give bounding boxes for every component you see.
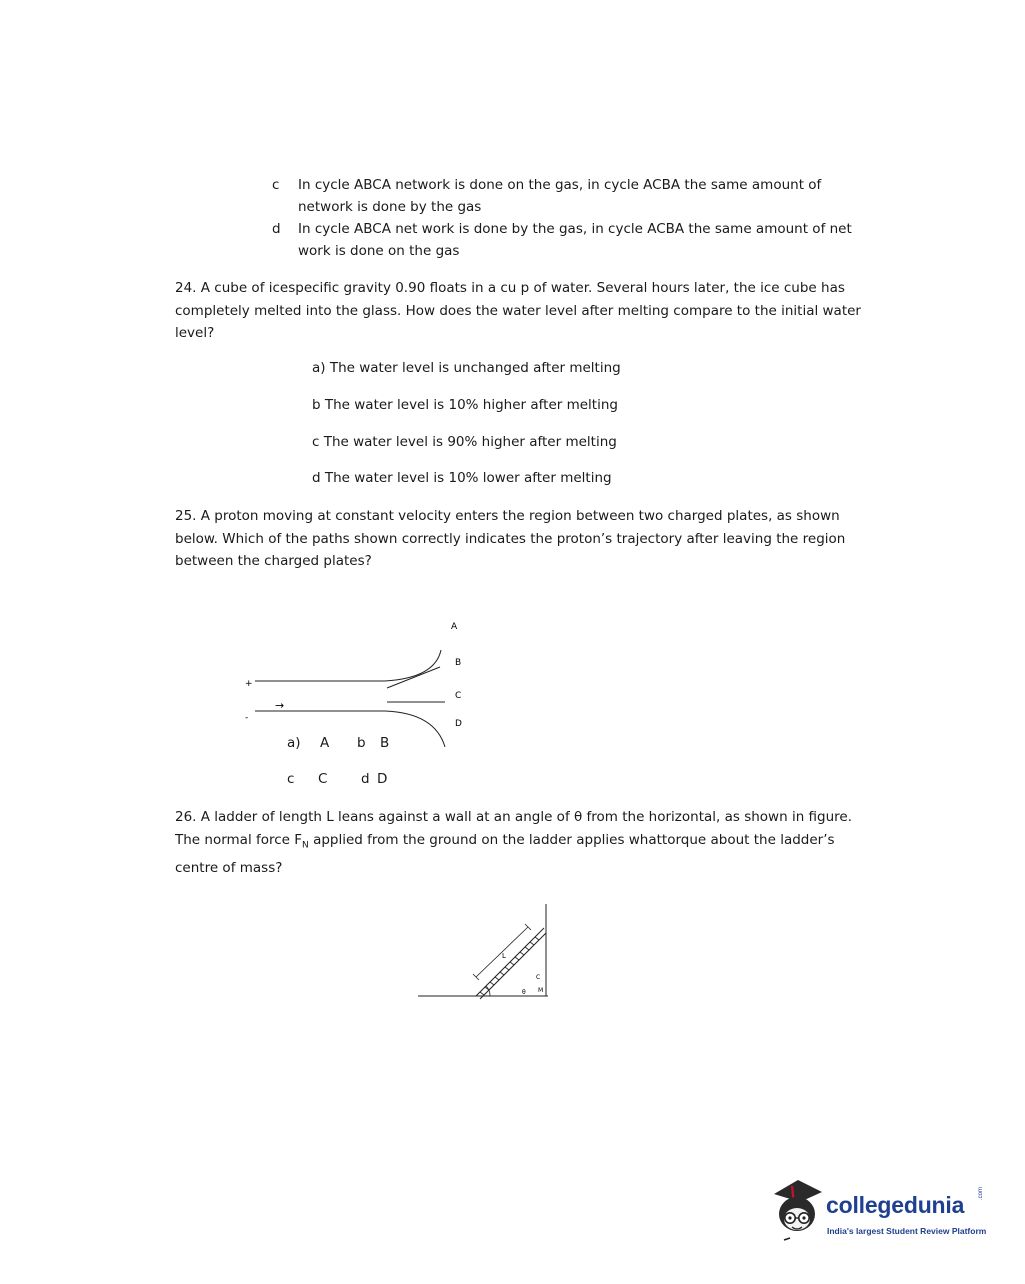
ladder-figure bbox=[418, 900, 558, 1000]
path-label-B: B bbox=[455, 658, 462, 668]
q23-option-text: In cycle ABCA network is done on the gas, in cycle ACBA the same amount of network is done by the gas bbox=[298, 177, 822, 215]
ladder-rail-2 bbox=[480, 933, 546, 999]
brand-logo[interactable] bbox=[768, 1176, 998, 1248]
plus-label: + bbox=[245, 679, 253, 689]
q23-option-d bbox=[272, 218, 872, 262]
q26-subscript: N bbox=[302, 840, 309, 851]
q25-answer-d-value: D bbox=[377, 771, 388, 787]
path-B bbox=[387, 667, 440, 688]
q25-answer-b-label: b bbox=[357, 735, 366, 751]
path-label-D: D bbox=[455, 719, 462, 729]
q24-option-b: b The water level is 10% higher after melting bbox=[312, 397, 618, 413]
q23-option-label: d bbox=[272, 221, 281, 237]
q25-answer-c-label: c bbox=[287, 771, 295, 787]
q26-text-part1: 26. A ladder of length L leans against a wall at an angle of θ from the horizontal, as shown in figure. The normal force F bbox=[175, 809, 853, 848]
path-A bbox=[385, 650, 441, 681]
q24-option-a: a) The water level is unchanged after melting bbox=[312, 360, 621, 376]
brand-tagline: India's largest Student Review Platform bbox=[827, 1226, 987, 1236]
q23-option-label: c bbox=[272, 177, 280, 193]
minus-label: - bbox=[245, 713, 249, 723]
q25-answer-a-value: A bbox=[320, 735, 330, 751]
label-M: M bbox=[538, 987, 544, 994]
brand-dotcom: .com bbox=[978, 1186, 984, 1200]
q25-answer-d-label: d bbox=[361, 771, 370, 787]
path-label-C: C bbox=[455, 691, 462, 701]
ladder-rungs bbox=[480, 937, 539, 995]
q23-option-text: In cycle ABCA net work is done by the gas, in cycle ACBA the same amount of net work is done on the gas bbox=[298, 221, 852, 259]
q25-question: 25. A proton moving at constant velocity enters the region between two charged plates, as shown below. Which of the paths shown correctly indicates the proton’s trajectory after leaving the region between the charged plates? bbox=[175, 508, 846, 569]
q25-answer-a-label: a) bbox=[287, 735, 301, 751]
label-L: L bbox=[502, 952, 506, 960]
charged-plates-figure bbox=[235, 612, 475, 762]
q24-option-c: c The water level is 90% higher after melting bbox=[312, 434, 617, 450]
mascot-icon bbox=[768, 1176, 826, 1242]
q26-question bbox=[175, 806, 865, 879]
q24-question: 24. A cube of icespecific gravity 0.90 floats in a cu p of water. Several hours later, the ice cube has completely melted into the glass. How does the water level after melting compare to the initial water level? bbox=[175, 280, 861, 341]
path-label-A: A bbox=[451, 622, 458, 632]
path-D bbox=[385, 711, 445, 747]
q26-text-part2: applied from the ground on the ladder applies whattorque about the ladder’s centre of mass? bbox=[175, 831, 835, 876]
label-theta: θ bbox=[522, 989, 526, 996]
q25-answer-b-value: B bbox=[380, 735, 390, 751]
brand-name: collegedunia bbox=[826, 1192, 965, 1218]
label-C: C bbox=[536, 974, 541, 981]
q23-option-c bbox=[272, 174, 872, 218]
q25-answer-c-value: C bbox=[318, 771, 328, 787]
q24-option-d: d The water level is 10% lower after melting bbox=[312, 470, 612, 486]
velocity-arrow: → bbox=[275, 699, 285, 712]
